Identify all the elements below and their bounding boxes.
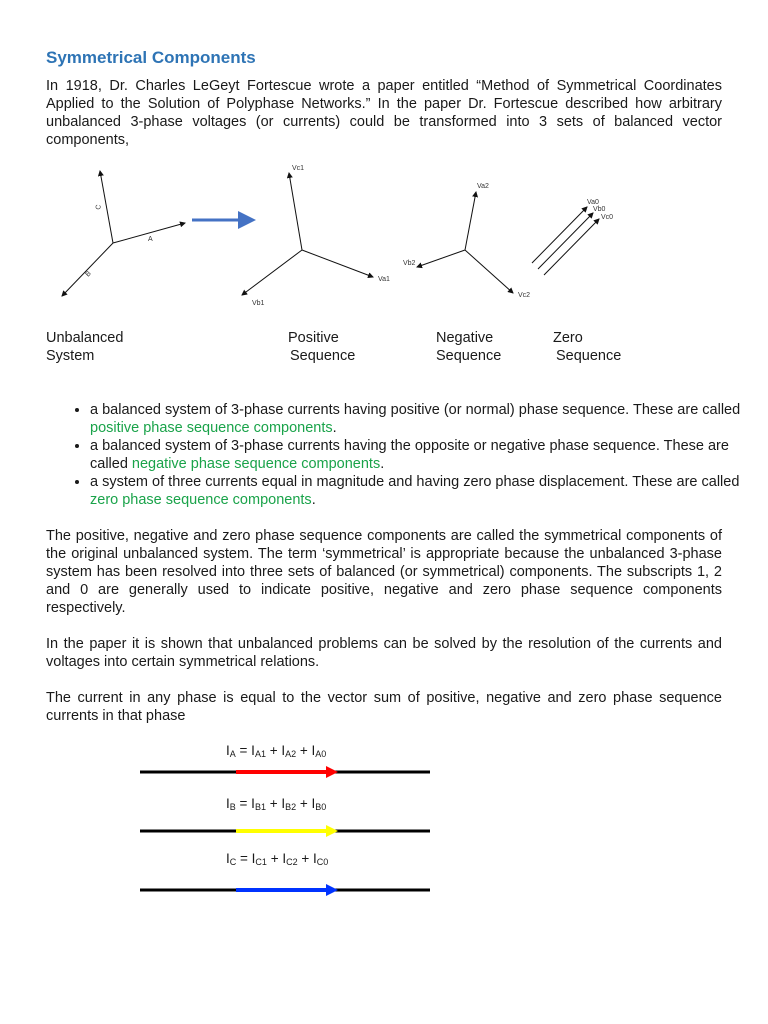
zero-label-c: Vc0 bbox=[601, 214, 614, 221]
vector-sum-paragraph: The current in any phase is equal to the vector sum of positive, negative and zero phase sequence currents in that phase bbox=[46, 690, 722, 724]
zero-label-b: Vb0 bbox=[593, 206, 606, 213]
phase-b-line bbox=[140, 825, 430, 837]
unbalanced-label-a: A bbox=[148, 236, 153, 243]
equation-a: $I_A = I_{A1} + I_{A2} + I_{A0}$ bbox=[226, 743, 327, 759]
unbalanced-phasors bbox=[62, 171, 185, 296]
positive-label-b: Vb1 bbox=[252, 300, 265, 307]
caption-unbalanced bbox=[46, 329, 123, 365]
caption-positive-line1: Positive bbox=[288, 330, 339, 346]
caption-zero-line1: Zero bbox=[553, 330, 583, 346]
phase-conductor-diagram bbox=[140, 760, 435, 900]
resolution-paragraph: In the paper it is shown that unbalanced problems can be solved by the resolution of the currents and voltages into certain symmetrical relations. bbox=[46, 636, 722, 670]
bullet-highlight: zero phase sequence components bbox=[90, 492, 312, 508]
list-item bbox=[90, 401, 766, 437]
bullet-text: a balanced system of 3-phase currents having positive (or normal) phase sequence. These are called bbox=[90, 402, 741, 418]
caption-negative-line2: Sequence bbox=[436, 348, 502, 364]
bullet-text: a balanced system of 3-phase currents having the opposite or negative phase sequence. These are called bbox=[90, 438, 729, 472]
list-item bbox=[90, 437, 766, 473]
equation-c: $I_C = I_{C1} + I_{C2} + I_{C0}$ bbox=[226, 851, 329, 867]
caption-negative-line1: Negative bbox=[436, 330, 494, 346]
intro-paragraph: In 1918, Dr. Charles LeGeyt Fortescue wrote a paper entitled “Method of Symmetrical Coordinates Applied to the Solution of Polyphase Networks.” In the paper Dr. Fortescue described how arbitrary unbalanced 3-phase voltages (or currents) could be transformed into 3 sets of balanced vector components, bbox=[46, 78, 722, 148]
zero-label-a: Va0 bbox=[587, 199, 599, 206]
bullet-end: . bbox=[332, 420, 337, 436]
caption-unbalanced-line2: System bbox=[46, 348, 95, 364]
caption-unbalanced-line1: Unbalanced bbox=[46, 330, 124, 346]
caption-positive bbox=[288, 329, 355, 365]
symmetrical-paragraph: The positive, negative and zero phase sequence components are called the symmetrical components of the original unbalanced system. The term ‘symmetrical’ is appropriate because the unbalanced 3-phase system has been resolved into three sets of balanced (or symmetrical) components. The subscripts 1, 2 and 0 are generally used to indicate positive, negative and zero phase sequence components respectively. bbox=[46, 528, 722, 616]
negative-label-a: Va2 bbox=[477, 183, 489, 190]
negative-phasors bbox=[417, 192, 513, 293]
page-title: Symmetrical Components bbox=[46, 48, 256, 67]
bullet-list bbox=[46, 401, 766, 509]
positive-label-a: Va1 bbox=[378, 276, 390, 283]
positive-phasors bbox=[242, 173, 373, 295]
negative-label-c: Vc2 bbox=[518, 292, 531, 299]
positive-label-c: Vc1 bbox=[292, 165, 305, 172]
unbalanced-label-c: C bbox=[95, 204, 103, 211]
list-item bbox=[90, 473, 766, 509]
phase-c-line bbox=[140, 884, 430, 896]
phasor-diagram bbox=[40, 155, 650, 315]
phase-a-line bbox=[140, 766, 430, 778]
bullet-highlight: negative phase sequence components bbox=[131, 456, 381, 472]
caption-negative bbox=[436, 329, 501, 365]
zero-phasors bbox=[532, 207, 599, 275]
caption-zero-line2: Sequence bbox=[556, 348, 622, 364]
bullet-highlight: positive phase sequence components bbox=[90, 420, 333, 436]
caption-positive-line2: Sequence bbox=[290, 348, 356, 364]
bullet-end: . bbox=[380, 456, 385, 472]
caption-zero bbox=[553, 329, 621, 365]
unbalanced-label-b: B bbox=[84, 270, 93, 279]
equation-b: $I_B = I_{B1} + I_{B2} + I_{B0}$ bbox=[226, 796, 327, 812]
bullet-end: . bbox=[311, 492, 316, 508]
bullet-text: a system of three currents equal in magnitude and having zero phase displacement. These are called bbox=[90, 474, 740, 490]
negative-label-b: Vb2 bbox=[403, 260, 416, 267]
